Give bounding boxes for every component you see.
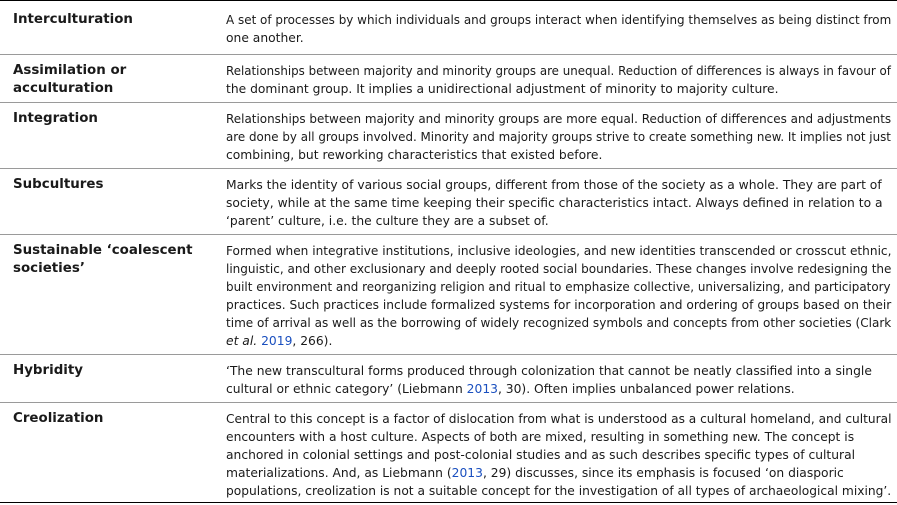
term-cell — [0, 1, 226, 55]
table-row — [0, 169, 897, 235]
definition-cell — [226, 169, 897, 235]
term-label: societies’ — [13, 261, 85, 276]
definition-cell — [226, 235, 897, 355]
term-label: Sustainable ‘coalescent — [13, 243, 193, 258]
definition-line: time of arrival as well as the borrowing of widely recognized symbols and concepts from other societies (Clark — [226, 316, 892, 330]
term-cell — [0, 169, 226, 235]
term-label: Integration — [13, 111, 98, 126]
citation-suffix: , 266). — [292, 334, 333, 348]
definition-line — [226, 464, 891, 482]
definition-line: populations, creolization is not a suitable concept for the investigation of all types of archaeological mixing’. — [226, 484, 892, 498]
et-al-text: et al. — [226, 334, 258, 348]
term-cell — [0, 235, 226, 355]
table-row — [0, 403, 897, 503]
definition-line: anchored in colonial settings and post-colonial studies and as such describes specific types of cultural — [226, 448, 856, 462]
table-row — [0, 1, 897, 55]
citation-link[interactable]: 2013 — [466, 382, 498, 396]
definition-cell — [226, 1, 897, 55]
term-cell — [0, 355, 226, 403]
table-row — [0, 235, 897, 355]
definition-cell — [226, 403, 897, 503]
table-row — [0, 103, 897, 169]
definition-line: linguistic, and other exclusionary and deeply rooted social boundaries. These changes involve redesigning the — [226, 262, 892, 276]
table-row — [0, 55, 897, 103]
text-after: , 30). Often implies unbalanced power relations. — [497, 382, 795, 396]
definition-line: ‘The new transcultural forms produced through colonization that cannot be neatly classified into a single — [226, 364, 872, 378]
term-cell — [0, 55, 226, 103]
term-label: Creolization — [13, 411, 104, 426]
term-cell — [0, 103, 226, 169]
term-cell — [0, 403, 226, 503]
definition-line: society, while at the same time keeping their specific characteristics intact. Always defined in relation to a — [226, 196, 883, 210]
definition-line: ‘parent’ culture, i.e. the culture they are a subset of. — [226, 214, 549, 228]
definition-line: practices. Such practices include formalized systems for incorporation and ordering of groups based on their — [226, 298, 892, 312]
definition-line: Formed when integrative institutions, inclusive ideologies, and new identities transcended or crosscut ethnic, — [226, 244, 892, 258]
text-after: , 29) discusses, since its emphasis is focused ‘on diasporic — [482, 466, 844, 480]
definition-line — [226, 332, 891, 350]
definition-line — [226, 380, 891, 398]
citation-link[interactable]: 2013 — [451, 466, 483, 480]
definition-line: combining, but reworking characteristics that existed before. — [226, 148, 603, 162]
definition-line: encounters with a host culture. Aspects of both are mixed, resulting in something new. The concept is — [226, 430, 855, 444]
term-label: Subcultures — [13, 177, 104, 192]
definition-line: A set of processes by which individuals and groups interact when identifying themselves as being distinct from — [226, 13, 892, 27]
term-label: acculturation — [13, 81, 114, 96]
text-before: cultural or ethnic category’ (Liebmann — [226, 382, 467, 396]
definition-cell — [226, 55, 897, 103]
definition-line: Relationships between majority and minority groups are unequal. Reduction of differences is always in favour of — [226, 64, 891, 78]
term-label: Hybridity — [13, 363, 84, 378]
citation-link[interactable]: 2019 — [261, 334, 293, 348]
term-label: Interculturation — [13, 12, 133, 27]
term-label: Assimilation or — [13, 63, 127, 78]
definition-cell — [226, 355, 897, 403]
definition-line: one another. — [226, 31, 304, 45]
text-before: materializations. And, as Liebmann ( — [226, 466, 452, 480]
definition-cell — [226, 103, 897, 169]
definition-line: Relationships between majority and minority groups are more equal. Reduction of differences and adjustments — [226, 112, 892, 126]
definition-line: built environment and reorganizing religion and ritual to emphasize collective, universalizing, and participatory — [226, 280, 891, 294]
definition-line: the dominant group. It implies a unidirectional adjustment of minority to majority culture. — [226, 82, 779, 96]
definition-line: are done by all groups involved. Minority and majority groups strive to create something new. It implies not just — [226, 130, 891, 144]
definition-line: Central to this concept is a factor of dislocation from what is understood as a cultural homeland, and cultural — [226, 412, 892, 426]
definition-line: Marks the identity of various social groups, different from those of the society as a whole. They are part of — [226, 178, 882, 192]
table-row — [0, 355, 897, 403]
